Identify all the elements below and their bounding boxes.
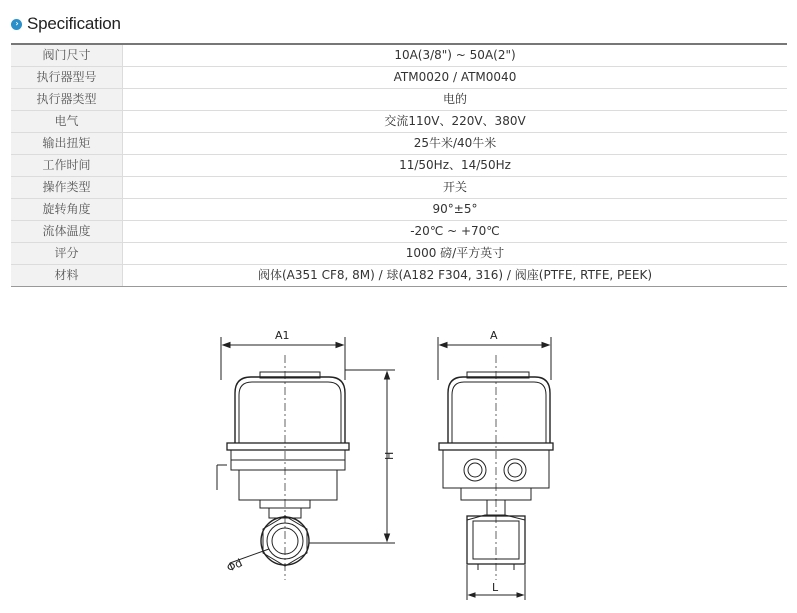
valve-dimension-drawing [205, 325, 585, 610]
spec-value: ATM0020 / ATM0040 [123, 67, 788, 89]
spec-row [11, 199, 787, 221]
spec-label: 评分 [11, 243, 123, 265]
spec-row [11, 133, 787, 155]
chevron-right-circle-icon: › [11, 19, 22, 30]
spec-label: 旋转角度 [11, 199, 123, 221]
spec-label: 执行器类型 [11, 89, 123, 111]
spec-value: 交流110V、220V、380V [123, 111, 788, 133]
spec-label: 操作类型 [11, 177, 123, 199]
spec-row [11, 243, 787, 265]
spec-label: 材料 [11, 265, 123, 287]
section-title: Specification [27, 14, 121, 33]
spec-table [11, 43, 787, 287]
spec-label: 电气 [11, 111, 123, 133]
spec-label: 输出扭矩 [11, 133, 123, 155]
spec-value: -20℃ ~ +70℃ [123, 221, 788, 243]
spec-row [11, 155, 787, 177]
dimension-l-label: L [492, 581, 499, 594]
dimension-h-label: H [383, 451, 396, 460]
dimension-a1-label: A1 [275, 329, 290, 342]
spec-row [11, 44, 787, 67]
spec-value: 电的 [123, 89, 788, 111]
spec-row [11, 265, 787, 287]
dimension-d-label: Φd [224, 556, 245, 575]
spec-label: 阀门尺寸 [11, 44, 123, 67]
spec-value: 90°±5° [123, 199, 788, 221]
spec-row [11, 67, 787, 89]
spec-value: 10A(3/8") ~ 50A(2") [123, 44, 788, 67]
section-heading [11, 12, 121, 36]
spec-label: 工作时间 [11, 155, 123, 177]
spec-label: 流体温度 [11, 221, 123, 243]
spec-value: 25牛米/40牛米 [123, 133, 788, 155]
spec-row [11, 221, 787, 243]
spec-row [11, 111, 787, 133]
spec-value: 1000 磅/平方英寸 [123, 243, 788, 265]
spec-row [11, 89, 787, 111]
spec-label: 执行器型号 [11, 67, 123, 89]
spec-value: 开关 [123, 177, 788, 199]
spec-value: 阀体(A351 CF8, 8M) / 球(A182 F304, 316) / 阀座(PTFE, RTFE, PEEK) [123, 265, 788, 287]
spec-value: 11/50Hz、14/50Hz [123, 155, 788, 177]
dimension-a-label: A [490, 329, 498, 342]
front-view [438, 337, 553, 600]
side-view [217, 337, 395, 580]
spec-row [11, 177, 787, 199]
